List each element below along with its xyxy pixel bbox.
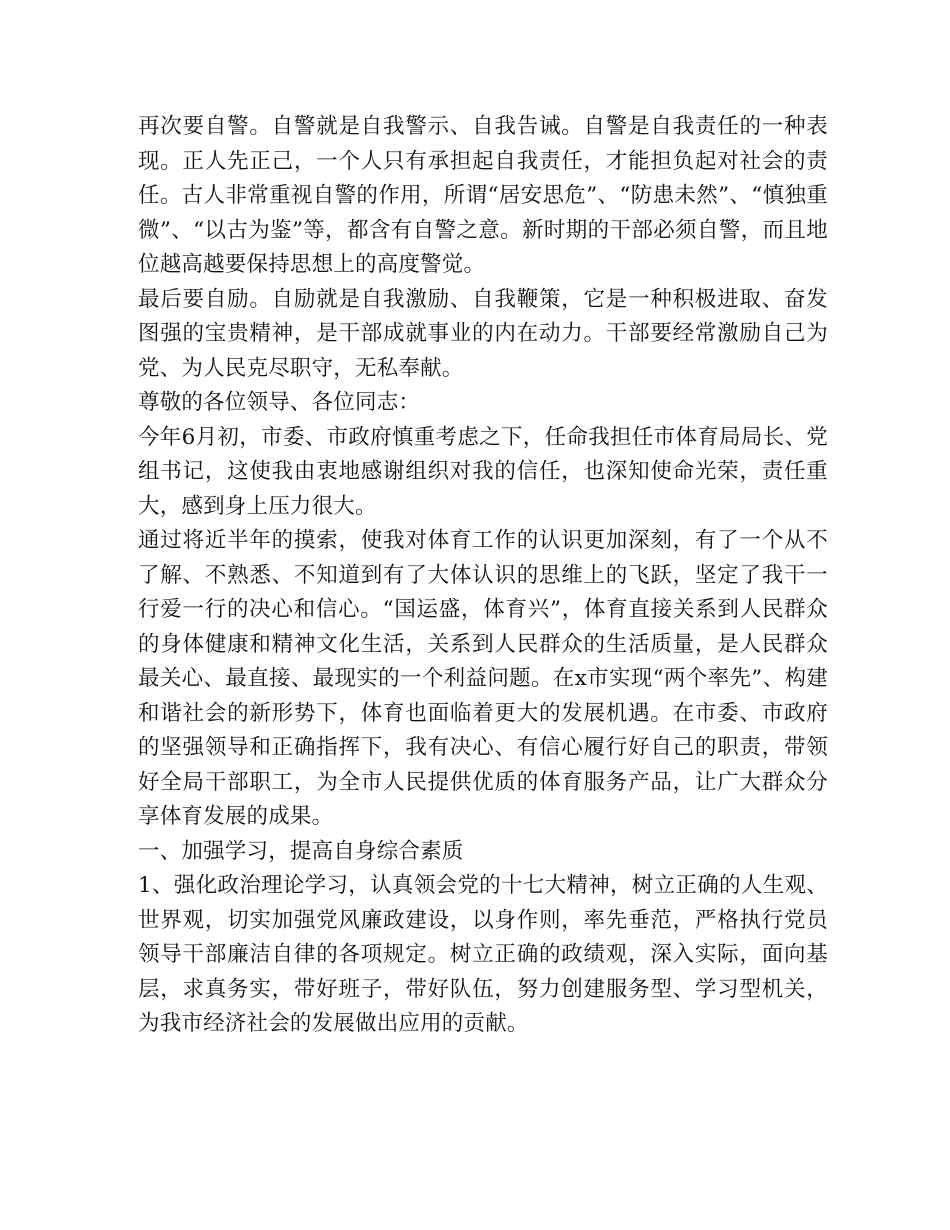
salutation: 尊敬的各位领导、各位同志： — [138, 390, 421, 415]
section-heading-study: 一、加强学习，提高自身综合素质 — [138, 838, 464, 864]
paragraph-political-study: 1、强化政治理论学习，认真领会党的十七大精神，树立正确的人生观、世界观，切实加强党风廉政建设，以身作则，率先垂范，严格执行党员领导干部廉洁自律的各项规定。树立正确的政绩观，深入实际，面向基层，求真务实，带好班子，带好队伍，努力创建服务型、学习型机关，为我市经济社会的发展做出应用的贡献。 — [138, 873, 828, 1036]
document-body — [138, 110, 828, 1042]
paragraph-work-understanding: 通过将近半年的摸索，使我对体育工作的认识更加深刻，有了一个从不了解、不熟悉、不知道到有了大体认识的思维上的飞跃，坚定了我干一行爱一行的决心和信心。“国运盛，体育兴”，体育直接关系到人民群众的身体健康和精神文化生活，关系到人民群众的生活质量，是人民群众最关心、最直接、最现实的一个利益问题。在x市实现“两个率先”、构建和谐社会的新形势下，体育也面临着更大的发展机遇。在市委、市政府的坚强领导和正确指挥下，我有决心、有信心履行好自己的职责，带领好全局干部职工，为全市人民提供优质的体育服务产品，让广大群众分享体育发展的成果。 — [138, 528, 828, 829]
paragraph-self-motivation: 最后要自励。自励就是自我激励、自我鞭策，它是一种积极进取、奋发图强的宝贵精神，是干部成就事业的内在动力。干部要经常激励自己为党、为人民克尽职守，无私奉献。 — [138, 286, 828, 381]
paragraph-appointment: 今年6月初，市委、市政府慎重考虑之下，任命我担任市体育局局长、党组书记，这使我由衷地感谢组织对我的信任，也深知使命光荣，责任重大，感到身上压力很大。 — [138, 424, 828, 519]
paragraph-self-warning: 再次要自警。自警就是自我警示、自我告诫。自警是自我责任的一种表现。正人先正己，一个人只有承担起自我责任，才能担负起对社会的责任。古人非常重视自警的作用，所谓“居安思危”、“防患未然”、“慎独重微”、“以古为鉴”等，都含有自警之意。新时期的干部必须自警，而且地位越高越要保持思想上的高度警觉。 — [138, 114, 828, 277]
